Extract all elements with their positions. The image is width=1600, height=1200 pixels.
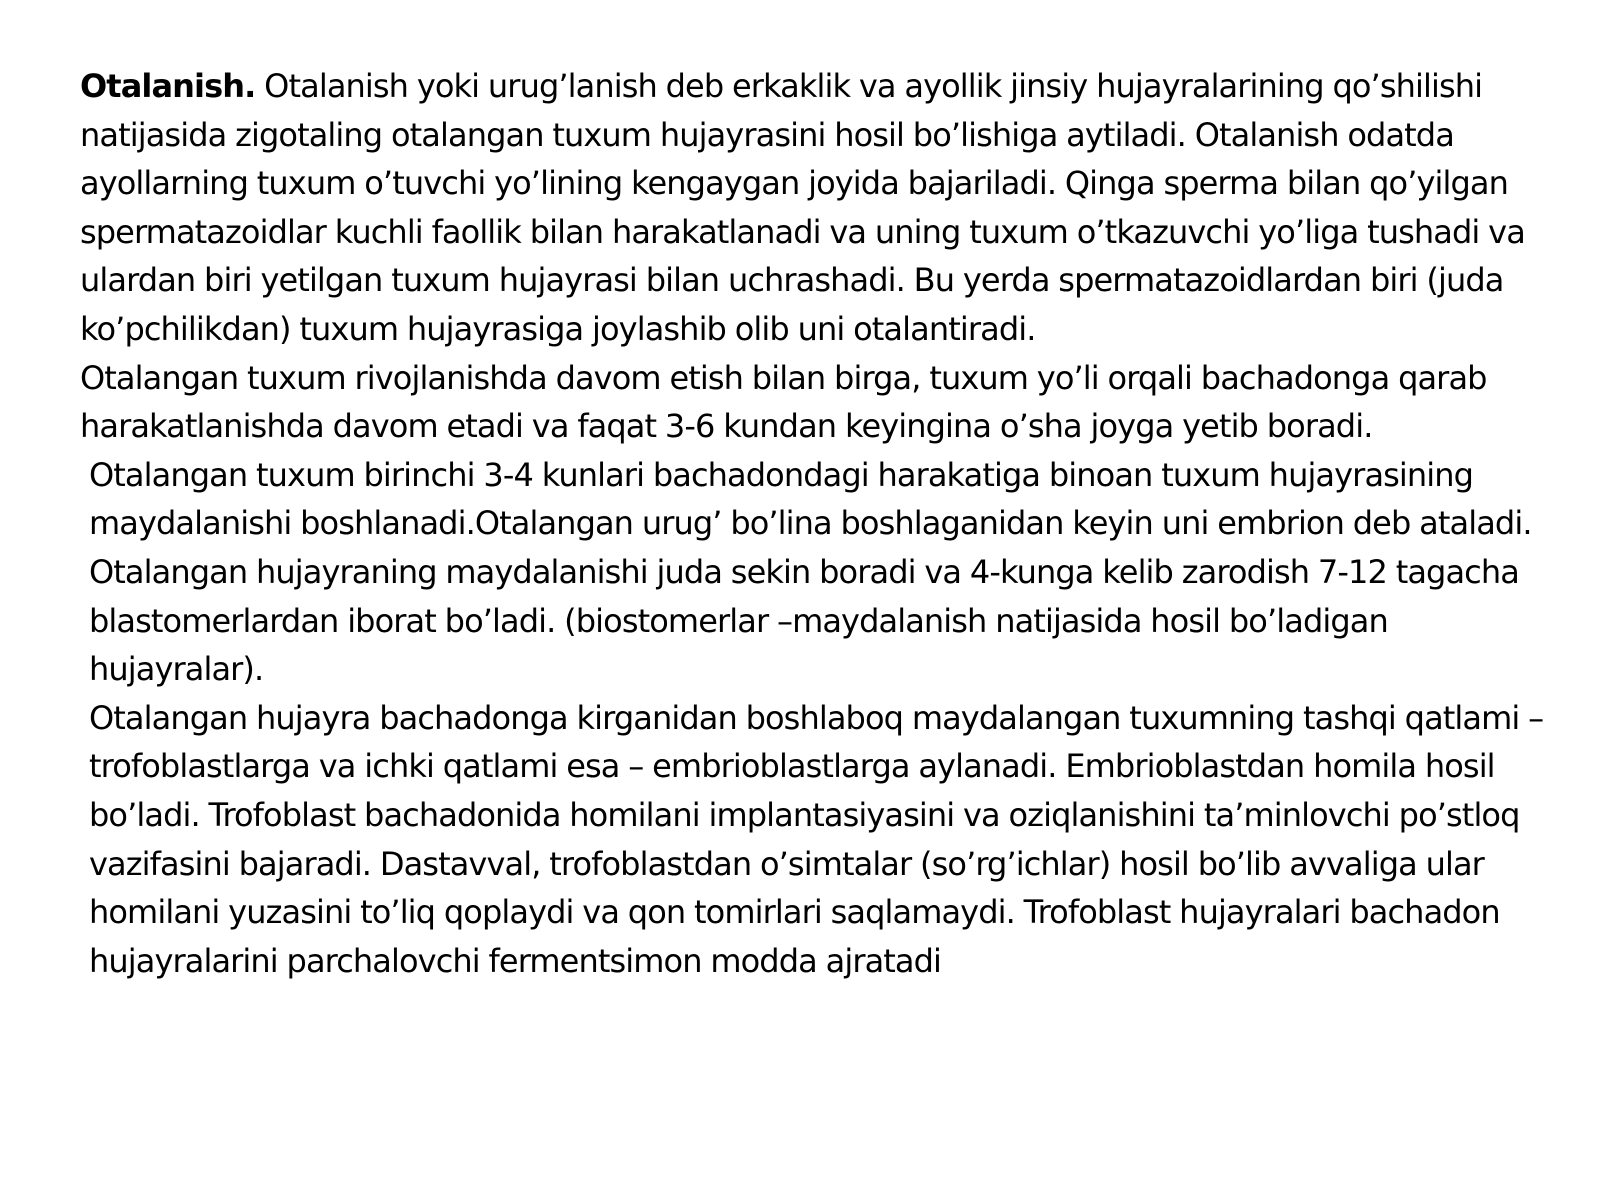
- paragraph-1-text: Otalanish yoki urug’lanish deb erkaklik va ayollik jinsiy hujayralarining qo’shilishi natijasida zigotaling otalangan tuxum hujayrasini hosil bo’lishiga aytiladi. Otalanish odatda ayollarning tuxum o’tuvchi yo’lining kengaygan joyida bajariladi. Qinga sperma bilan qo’yilgan spermatazoidlar kuchli faollik bilan harakatlanadi va uning tuxum o’tkazuvchi yo’liga tushadi va ulardan biri yetilgan tuxum hujayrasi bilan uchrashadi. Bu yerda spermatazoidlardan biri (juda ko’pchilikdan) tuxum hujayrasiga joylashib olib uni otalantiradi.: [80, 67, 1525, 348]
- paragraph-2: Otalangan tuxum rivojlanishda davom etish bilan birga, tuxum yo’li orqali bachadonga qarab harakatlanishda davom etadi va faqat 3-6 kundan keyingina o’sha joyga yetib boradi.: [80, 358, 1487, 446]
- lead-term: Otalanish.: [80, 67, 256, 105]
- paragraph-4: Otalangan hujayraning maydalanishi juda sekin boradi va 4-kunga kelib zarodish 7-12 tagacha blastomerlardan iborat bo’ladi. (biostomerlar –maydalanish natijasida hosil bo’ladigan hujayralar).: [89, 552, 1519, 689]
- text-body: [80, 62, 1550, 985]
- paragraph-5: Otalangan hujayra bachadonga kirganidan boshlaboq maydalangan tuxumning tashqi qatlami –trofoblastlarga va ichki qatlami esa – embrioblastlarga aylanadi. Embrioblastdan homila hosil bo’ladi. Trofoblast bachadonida homilani implantasiyasini va oziqlanishini ta’minlovchi po’stloq vazifasini bajaradi. Dastavval, trofoblastdan o’simtalar (so’rg’ichlar) hosil bo’lib avvaliga ular homilani yuzasini to’liq qoplaydi va qon tomirlari saqlamaydi. Trofoblast hujayralari bachadon hujayralarini parchalovchi fermentsimon modda ajratadi: [89, 698, 1544, 980]
- paragraph-1: [80, 62, 1550, 354]
- paragraph-3: Otalangan tuxum birinchi 3-4 kunlari bachadondagi harakatiga binoan tuxum hujayrasining maydalanishi boshlanadi.Otalangan urug’ bo’lina boshlaganidan keyin uni embrion deb ataladi.: [89, 455, 1532, 543]
